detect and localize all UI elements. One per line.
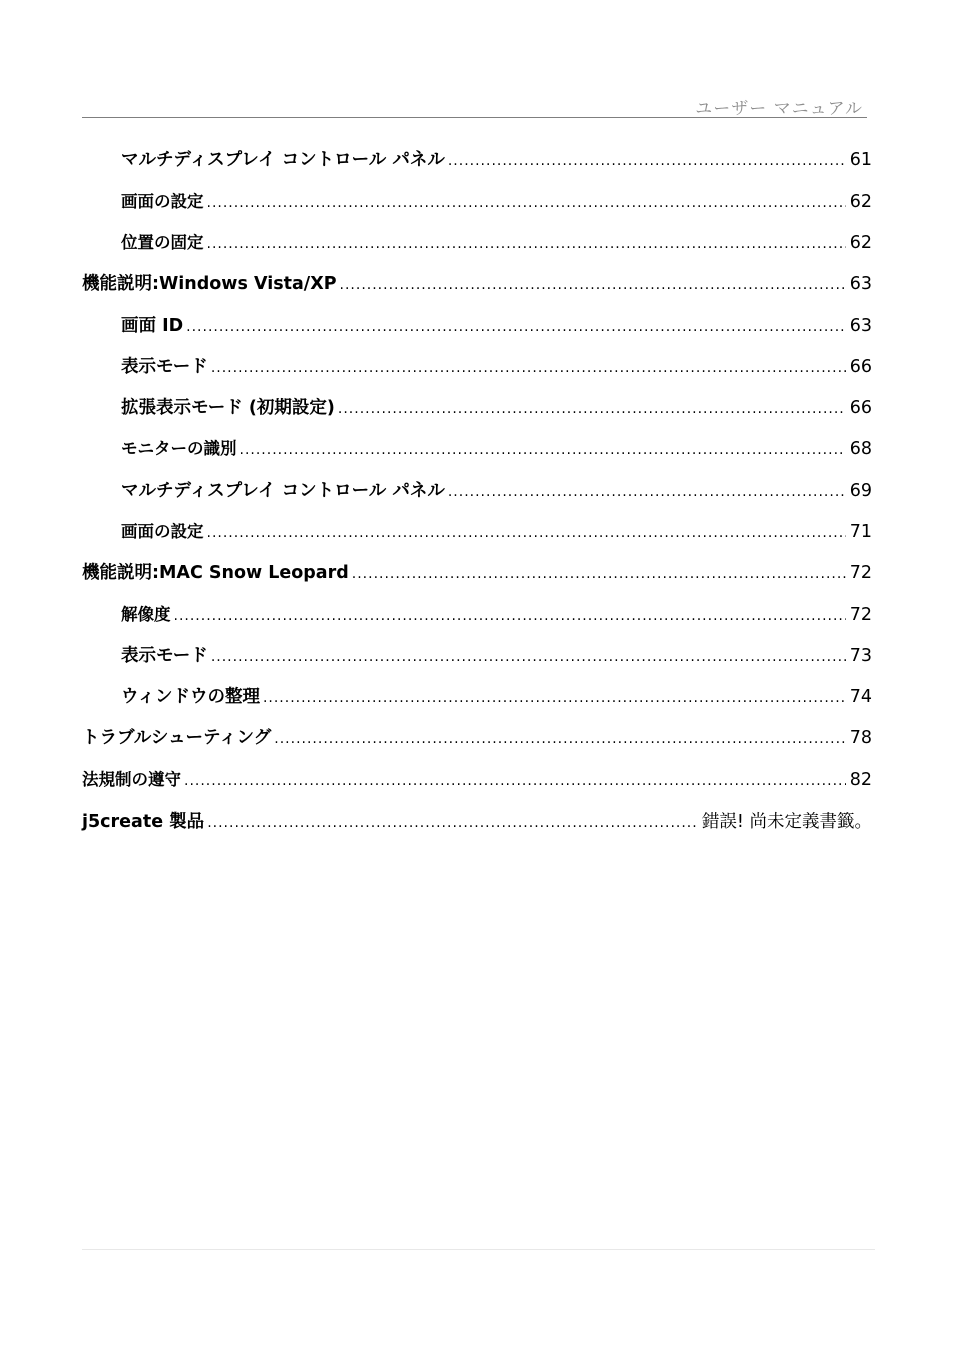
toc-leader-dots (240, 437, 846, 462)
toc-entry-page: 錯誤! 尚未定義書籤。 (701, 812, 872, 832)
toc-entry[interactable] (121, 685, 872, 709)
toc-entry[interactable] (82, 768, 872, 792)
toc-leader-dots (184, 768, 846, 793)
toc-entry-label: トラブルシューティング (82, 728, 272, 748)
toc-entry-label: マルチディスプレイ コントロール パネル (121, 481, 445, 501)
toc-entry[interactable] (121, 190, 872, 214)
toc-entry[interactable] (121, 148, 872, 172)
toc-leader-dots (263, 685, 846, 710)
toc-entry-page: 62 (849, 192, 872, 212)
toc-leader-dots (186, 314, 846, 339)
toc-leader-dots (207, 190, 846, 215)
toc-leader-dots (211, 355, 846, 380)
toc-entry[interactable] (121, 355, 872, 379)
toc-entry[interactable] (82, 561, 872, 585)
toc-leader-dots (340, 272, 846, 297)
toc-entry-page: 61 (849, 150, 872, 170)
toc-entry[interactable] (82, 272, 872, 296)
toc-entry-page: 72 (849, 605, 872, 625)
toc-entry[interactable] (121, 479, 872, 503)
toc-entry[interactable] (121, 314, 872, 338)
toc-entry-page: 71 (849, 522, 872, 542)
toc-entry-label: 機能説明:Windows Vista/XP (82, 274, 337, 294)
toc-leader-dots (207, 520, 846, 545)
toc-entry-page: 63 (849, 316, 872, 336)
toc-leader-dots (211, 644, 846, 669)
toc-entry-label: 画面の設定 (121, 192, 204, 211)
toc-entry[interactable] (121, 644, 872, 668)
toc-entry-label: モニターの識別 (121, 439, 237, 458)
toc-entry[interactable] (121, 520, 872, 544)
toc-entry-label: 拡張表示モード (初期設定) (121, 398, 335, 418)
toc-leader-dots (207, 231, 846, 256)
toc-leader-dots (448, 479, 846, 504)
toc-entry-page: 66 (849, 398, 872, 418)
toc-entry[interactable] (82, 726, 872, 750)
footer-divider (82, 1249, 875, 1250)
toc-entry[interactable] (121, 603, 872, 627)
toc-entry-label: マルチディスプレイ コントロール パネル (121, 150, 445, 170)
toc-entry-label: 画面 ID (121, 316, 184, 336)
toc-entry-label: 法規制の遵守 (82, 770, 181, 789)
toc-entry[interactable] (82, 810, 872, 834)
toc-entry-page: 62 (849, 233, 872, 253)
toc-entry-page: 68 (849, 439, 872, 459)
toc-entry-label: 表示モード (121, 357, 208, 377)
toc-leader-dots (207, 810, 698, 835)
toc-entry-label: j5create 製品 (82, 812, 205, 832)
toc-leader-dots (274, 726, 845, 751)
toc-leader-dots (448, 148, 846, 173)
toc-entry-label: 解像度 (121, 605, 171, 624)
toc-entry-page: 63 (849, 274, 872, 294)
toc-entry-label: 表示モード (121, 646, 208, 666)
toc-entry-page: 78 (849, 728, 872, 748)
page-header-title: ユーザー マニュアル (695, 99, 863, 119)
toc-leader-dots (352, 561, 846, 586)
toc-entry-page: 69 (849, 481, 872, 501)
toc-entry-label: 画面の設定 (121, 522, 204, 541)
toc-entry-label: 位置の固定 (121, 233, 204, 252)
toc-entry-label: ウィンドウの整理 (121, 687, 260, 707)
toc-entry-page: 72 (849, 563, 872, 583)
toc-leader-dots (338, 396, 846, 421)
toc-entry-page: 82 (849, 770, 872, 790)
toc-leader-dots (174, 603, 846, 628)
toc-entry[interactable] (121, 396, 872, 420)
toc-entry[interactable] (121, 231, 872, 255)
toc-entry[interactable] (121, 437, 872, 461)
page-header (82, 92, 867, 118)
toc-entry-label: 機能説明:MAC Snow Leopard (82, 563, 349, 583)
toc-entry-page: 66 (849, 357, 872, 377)
toc-entry-page: 73 (849, 646, 872, 666)
toc-entry-page: 74 (849, 687, 872, 707)
